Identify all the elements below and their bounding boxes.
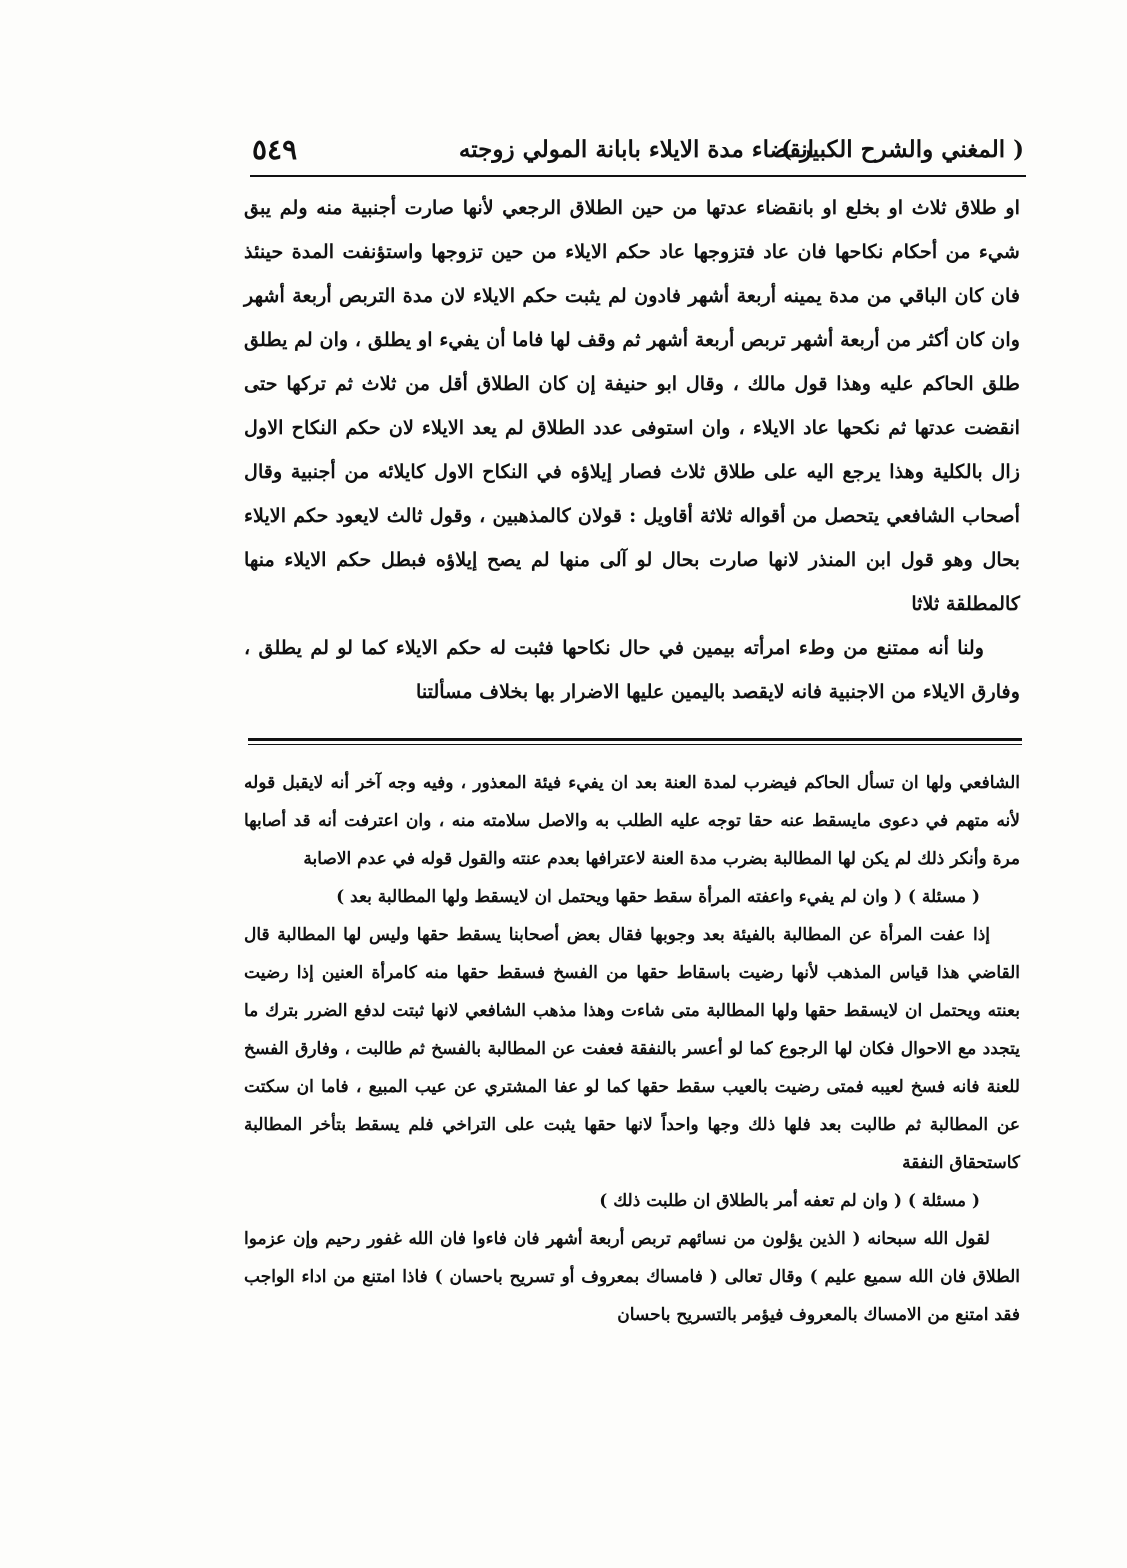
page-number: ٥٤٩ <box>252 133 298 166</box>
commentary-paragraph-2: إذا عفت المرأة عن المطالبة بالفيئة بعد وجوبها فقال بعض أصحابنا يسقط حقها وليس لها المطالبة قال القاضي هذا قياس المذهب لأنها رضيت باسقاط حقها من الفسخ فسقط حقها منه كامرأة العنين إذا رضيت بعنته ويحتمل ان لايسقط حقها ولها المطالبة متى شاءت وهذا مذهب الشافعي لانها ثبتت لدفع الضرر بترك ما يتجدد مع الاحوال فكان لها الرجوع كما لو أعسر بالنفقة فعفت عن المطالبة بالفسخ ثم طالبت ، وفارق الفسخ للعنة فانه فسخ لعيبه فمتى رضيت بالعيب سقط حقها كما لو عفا المشتري عن عيب المبيع ، فاما ان سكتت عن المطالبة ثم طالبت بعد فلها ذلك وجها واحداً لانها حقها يثبت على التراخي فلم يسقط بتأخر المطالبة كاستحقاق النفقة <box>244 925 1020 1173</box>
main-text <box>244 186 1020 714</box>
section-divider-thin <box>248 744 1022 745</box>
main-paragraph-1: او طلاق ثلاث او بخلع او بانقضاء عدتها من حين الطلاق الرجعي لأنها صارت أجنبية منه ولم يبق شيء من أحكام نكاحها فان عاد فتزوجها عاد حكم الايلاء من حين تزوجها واستؤنفت المدة حينئذ فان كان الباقي من مدة يمينه أربعة أشهر فادون لم يثبت حكم الايلاء لان مدة التربص أربعة أشهر وان كان أكثر من أربعة أشهر تربص أربعة أشهر ثم وقف لها فاما أن يفيء او يطلق ، وان لم يطلق طلق الحاكم عليه وهذا قول مالك ، وقال ابو حنيفة إن كان الطلاق أقل من ثلاث ثم تركها حتى انقضت عدتها ثم نكحها عاد الايلاء ، وان استوفى عدد الطلاق لم يعد الايلاء لان حكم النكاح الاول زال بالكلية وهذا يرجع اليه على طلاق ثلاث فصار إيلاؤه في النكاح الاول كايلائه من أجنبية وقال أصحاب الشافعي يتحصل من أقواله ثلاثة أقاويل : قولان كالمذهبين ، وقول ثالث لايعود حكم الايلاء بحال وهو قول ابن المنذر لانها صارت بحال لو آلى منها لم يصح إيلاؤه فبطل حكم الايلاء منها كالمطلقة ثلاثا <box>244 196 1020 615</box>
header-rule <box>250 175 1026 177</box>
commentary-text <box>244 764 1020 1334</box>
section-topic: انقضاء مدة الايلاء بابانة المولي زوجته <box>458 136 814 163</box>
commentary-paragraph-3: لقول الله سبحانه ( الذين يؤلون من نسائهم تربص أربعة أشهر فان فاءوا فان الله غفور رحيم وإن عزموا الطلاق فان الله سميع عليم ) وقال تعالى ( فامساك بمعروف أو تسريح باحسان ) فاذا امتنع من اداء الواجب فقد امتنع من الامساك بالمعروف فيؤمر بالتسريح باحسان <box>244 1229 1020 1325</box>
section-divider <box>248 738 1022 741</box>
running-header <box>252 128 1024 172</box>
masala-heading-1: ( مسئلة ) ( وان لم يفيء واعفته المرأة سقط حقها ويحتمل ان لايسقط ولها المطالبة بعد ) <box>336 887 980 907</box>
commentary-paragraph-1: الشافعي ولها ان تسأل الحاكم فيضرب لمدة العنة بعد ان يفيء فيئة المعذور ، وفيه وجه آخر أنه لايقبل قوله لأنه متهم في دعوى مايسقط عنه حقا توجه عليه الطلب به والاصل سلامته منه ، وان اعترفت أنه قد أصابها مرة وأنكر ذلك لم يكن لها المطالبة بضرب مدة العنة لاعترافها بعدم عنته والقول قوله في عدم الاصابة <box>244 773 1020 869</box>
masala-heading-2: ( مسئلة ) ( وان لم تعفه أمر بالطلاق ان طلبت ذلك ) <box>599 1191 980 1211</box>
main-paragraph-2: ولنا أنه ممتنع من وطء امرأته بيمين في حال نكاحها فثبت له حكم الايلاء كما لو لم يطلق ، وفارق الايلاء من الاجنبية فانه لايقصد باليمين عليها الاضرار بها بخلاف مسألتنا <box>244 636 1020 703</box>
book-title: ( المغني والشرح الكبير ) <box>781 136 1024 163</box>
